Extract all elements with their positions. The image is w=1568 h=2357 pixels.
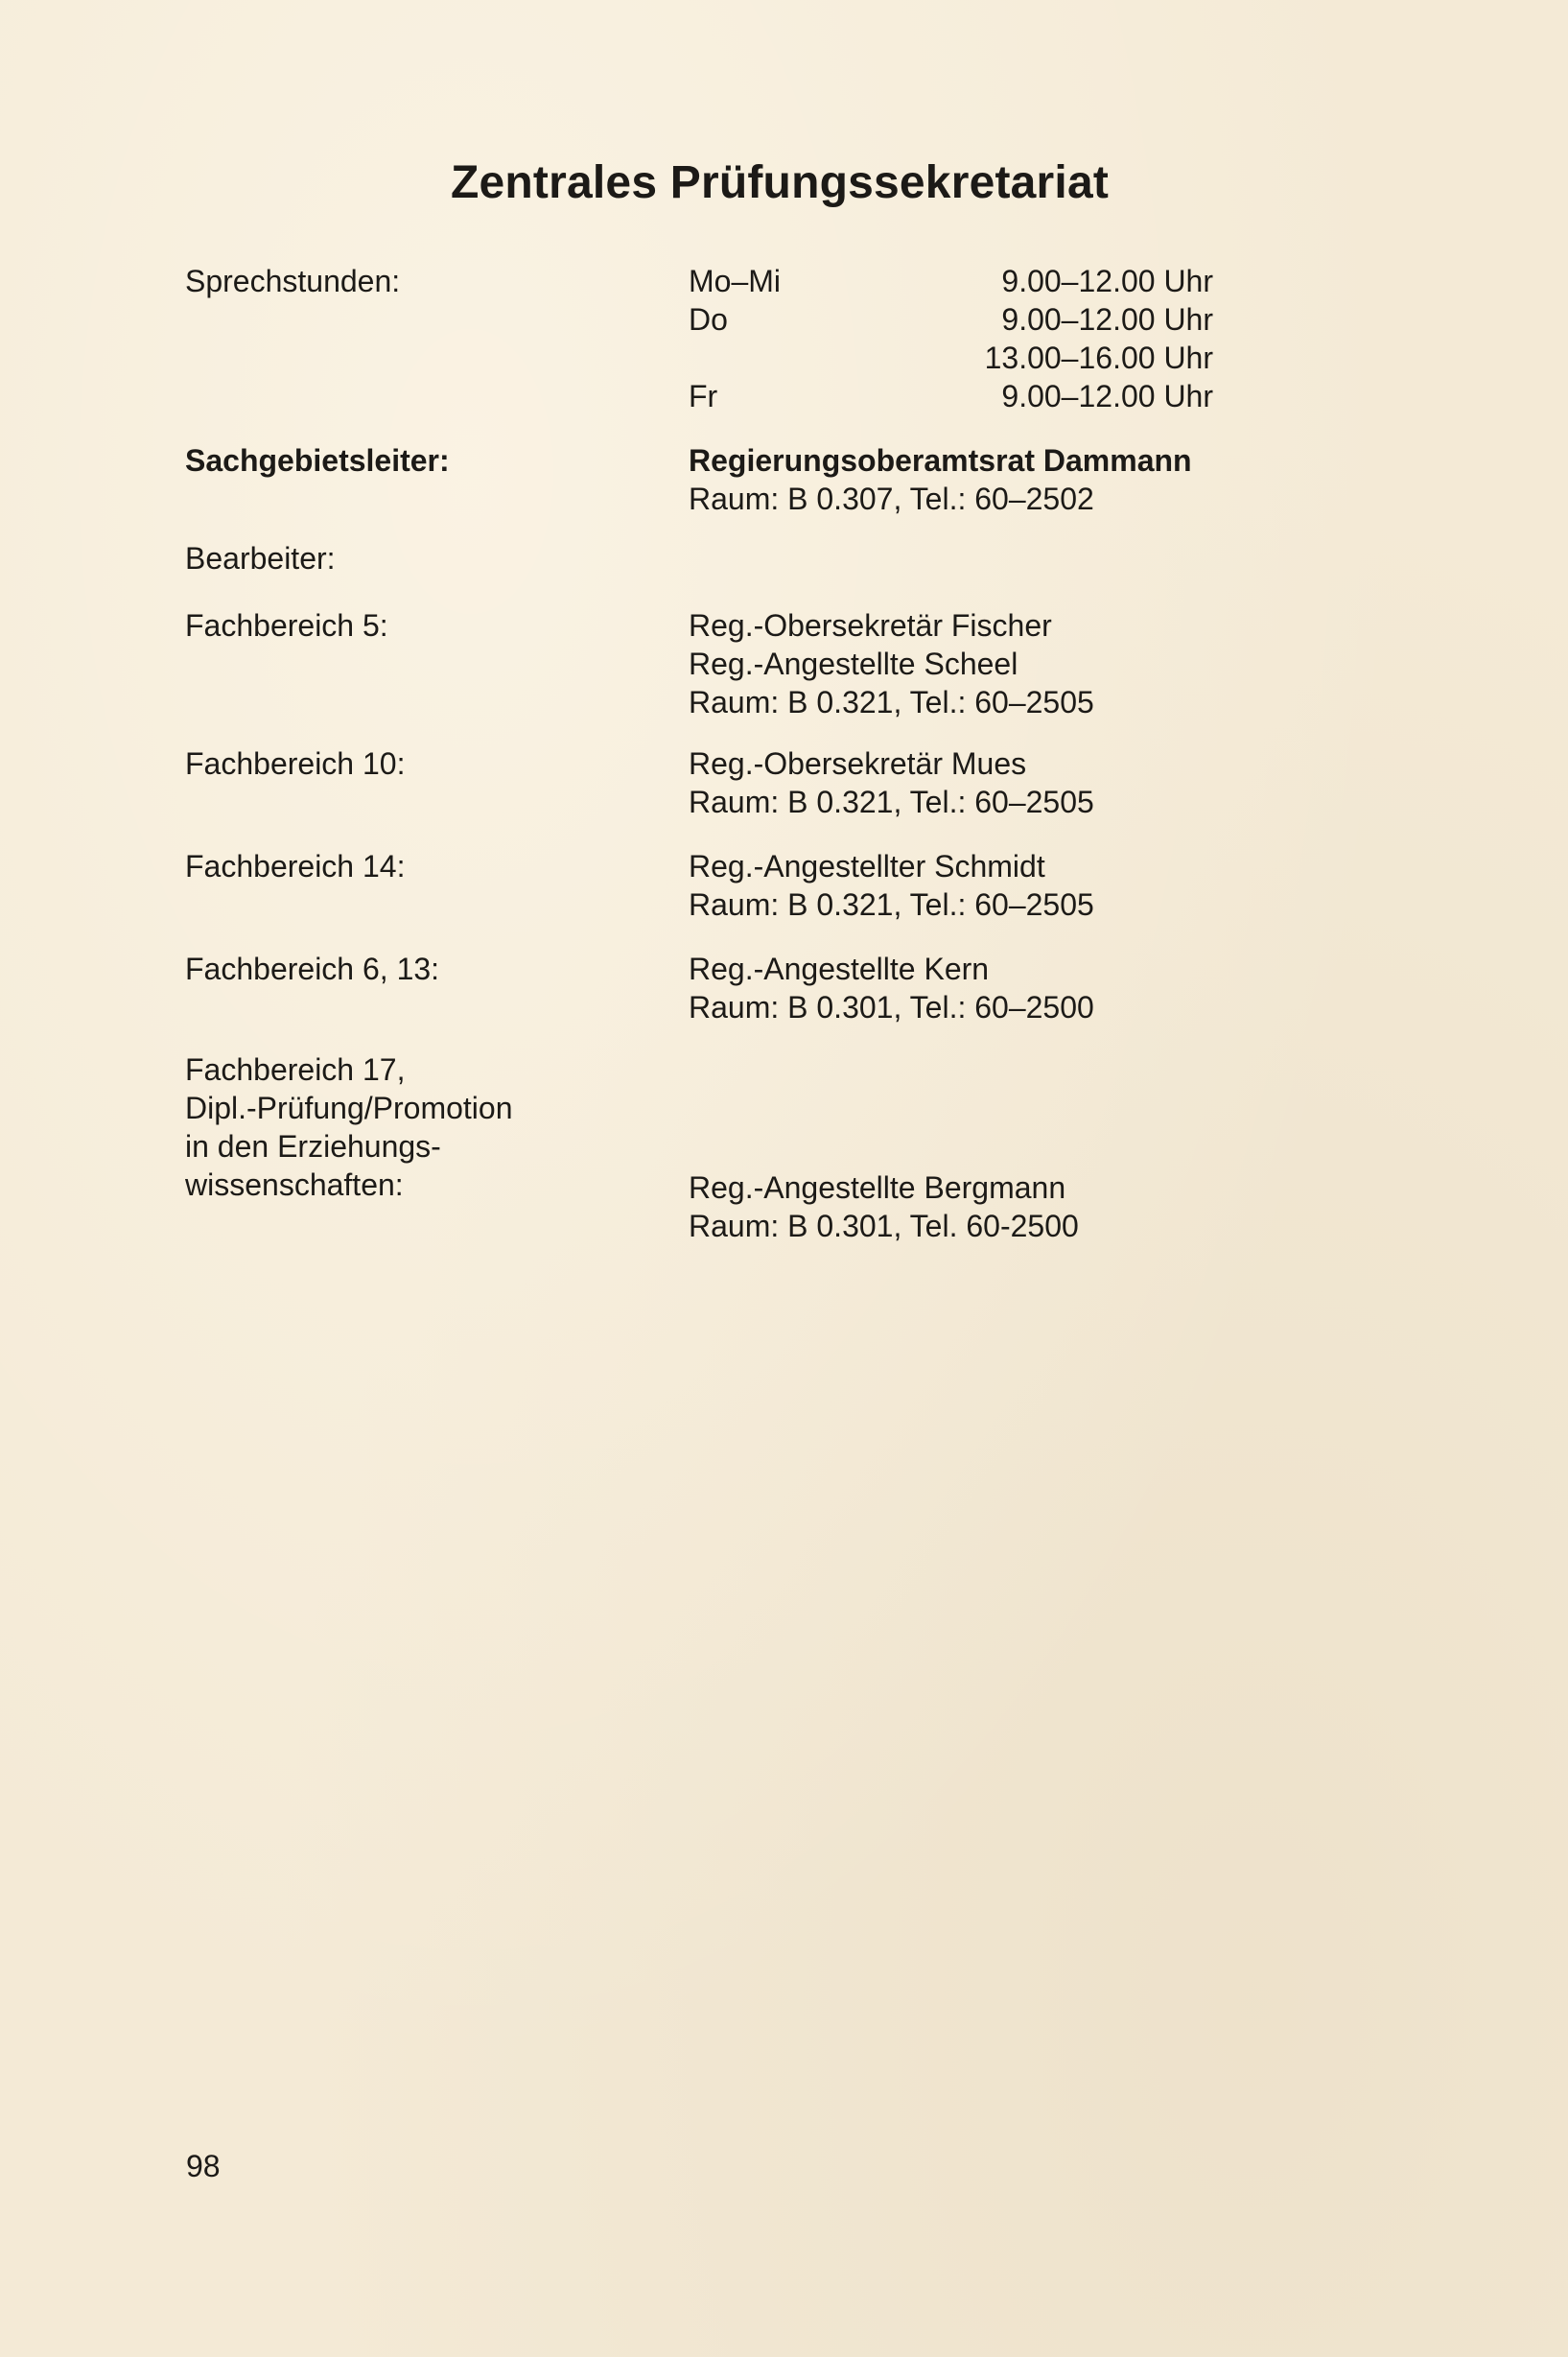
- fachbereich-10-line-2: Raum: B 0.321, Tel.: 60–2505: [689, 785, 1094, 819]
- fachbereich-6-13-line-1: Reg.-Angestellte Kern: [689, 952, 990, 986]
- sprechstunden-time-1: 9.00–12.00 Uhr: [1001, 302, 1213, 337]
- page-number: 98: [186, 2149, 221, 2183]
- fachbereich-17-line-2: Raum: B 0.301, Tel. 60-2500: [689, 1209, 1079, 1243]
- fachbereich-17-line-1: Reg.-Angestellte Bergmann: [689, 1170, 1066, 1205]
- fachbereich-14-label: Fachbereich 14:: [185, 849, 406, 884]
- sprechstunden-time-2: 13.00–16.00 Uhr: [984, 341, 1213, 375]
- fachbereich-5-line-1: Reg.-Obersekretär Fischer: [689, 608, 1052, 643]
- page-title: Zentrales Prüfungssekretariat: [451, 157, 1110, 208]
- fachbereich-17-label-line-1: Fachbereich 17,: [185, 1052, 406, 1087]
- fachbereich-10-line-1: Reg.-Obersekretär Mues: [689, 746, 1027, 781]
- sprechstunden-label: Sprechstunden:: [185, 264, 401, 298]
- sprechstunden-day-1: Do: [689, 302, 728, 337]
- fachbereich-10-label: Fachbereich 10:: [185, 746, 406, 781]
- fachbereich-17-label-line-4: wissenschaften:: [185, 1167, 404, 1202]
- fachbereich-17-label-line-2: Dipl.-Prüfung/Promotion: [185, 1091, 513, 1125]
- sachgebietsleiter-label: Sachgebietsleiter:: [185, 443, 450, 478]
- sprechstunden-time-3: 9.00–12.00 Uhr: [1001, 379, 1213, 413]
- fachbereich-5-label: Fachbereich 5:: [185, 608, 388, 643]
- sprechstunden-time-0: 9.00–12.00 Uhr: [1001, 264, 1213, 298]
- sachgebietsleiter-raum: Raum: B 0.307, Tel.: 60–2502: [689, 482, 1094, 516]
- bearbeiter-label: Bearbeiter:: [185, 541, 336, 576]
- fachbereich-6-13-line-2: Raum: B 0.301, Tel.: 60–2500: [689, 990, 1094, 1025]
- sprechstunden-day-3: Fr: [689, 379, 718, 413]
- fachbereich-14-line-2: Raum: B 0.321, Tel.: 60–2505: [689, 887, 1094, 922]
- fachbereich-17-label-line-3: in den Erziehungs-: [185, 1129, 441, 1164]
- fachbereich-6-13-label: Fachbereich 6, 13:: [185, 952, 440, 986]
- fachbereich-5-line-3: Raum: B 0.321, Tel.: 60–2505: [689, 685, 1094, 719]
- fachbereich-5-line-2: Reg.-Angestellte Scheel: [689, 647, 1018, 681]
- sachgebietsleiter-name: Regierungsoberamtsrat Dammann: [689, 443, 1192, 478]
- fachbereich-14-line-1: Reg.-Angestellter Schmidt: [689, 849, 1045, 884]
- sprechstunden-day-0: Mo–Mi: [689, 264, 782, 298]
